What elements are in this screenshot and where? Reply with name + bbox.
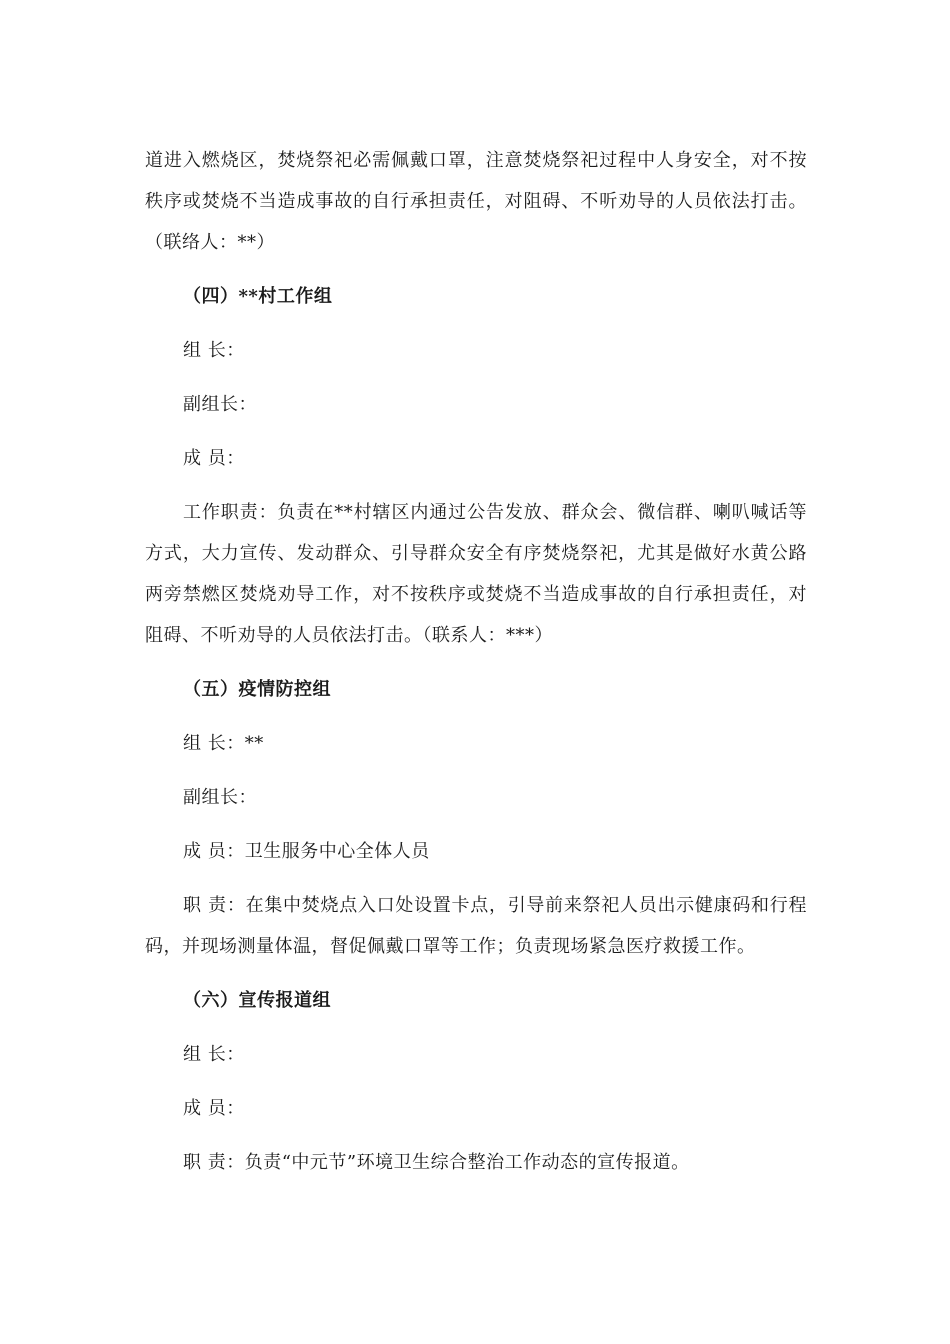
field-deputy-leader: 副组长： [183,394,257,415]
field-group-leader: 组 长： [183,340,245,361]
paragraph-continuation: 道进入燃烧区，焚烧祭祀必需佩戴口罩，注意焚烧祭祀过程中人身安全，对不按秩序或焚烧不当造成事故的自行承担责任，对阻碍、不听劝导的人员依法打击。（联络人：**） [145,150,807,253]
section-heading-village-work-group: （四）**村工作组 [183,286,333,307]
field-deputy-leader: 副组长： [183,787,257,808]
field-members: 成 员： [183,448,245,469]
paragraph-duties: 职 责：在集中焚烧点入口处设置卡点，引导前来祭祀人员出示健康码和行程码，并现场测量体温，督促佩戴口罩等工作；负责现场紧急医疗救援工作。 [145,895,807,957]
paragraph-duties: 职 责：负责“中元节”环境卫生综合整治工作动态的宣传报道。 [183,1152,690,1173]
field-members: 成 员：卫生服务中心全体人员 [183,841,430,862]
paragraph-work-duties: 工作职责：负责在**村辖区内通过公告发放、群众会、微信群、喇叭喊话等方式，大力宣传、发动群众、引导群众安全有序焚烧祭祀，尤其是做好水黄公路两旁禁燃区焚烧劝导工作，对不按秩序或焚烧不当造成事故的自行承担责任，对阻碍、不听劝导的人员依法打击。（联系人：***） [145,502,807,646]
field-group-leader: 组 长： [183,1044,245,1065]
section-heading-epidemic-control-group: （五）疫情防控组 [183,679,331,700]
document-body [145,140,807,1183]
field-group-leader: 组 长：** [183,733,264,754]
section-heading-publicity-group: （六）宣传报道组 [183,990,331,1011]
field-members: 成 员： [183,1098,245,1119]
